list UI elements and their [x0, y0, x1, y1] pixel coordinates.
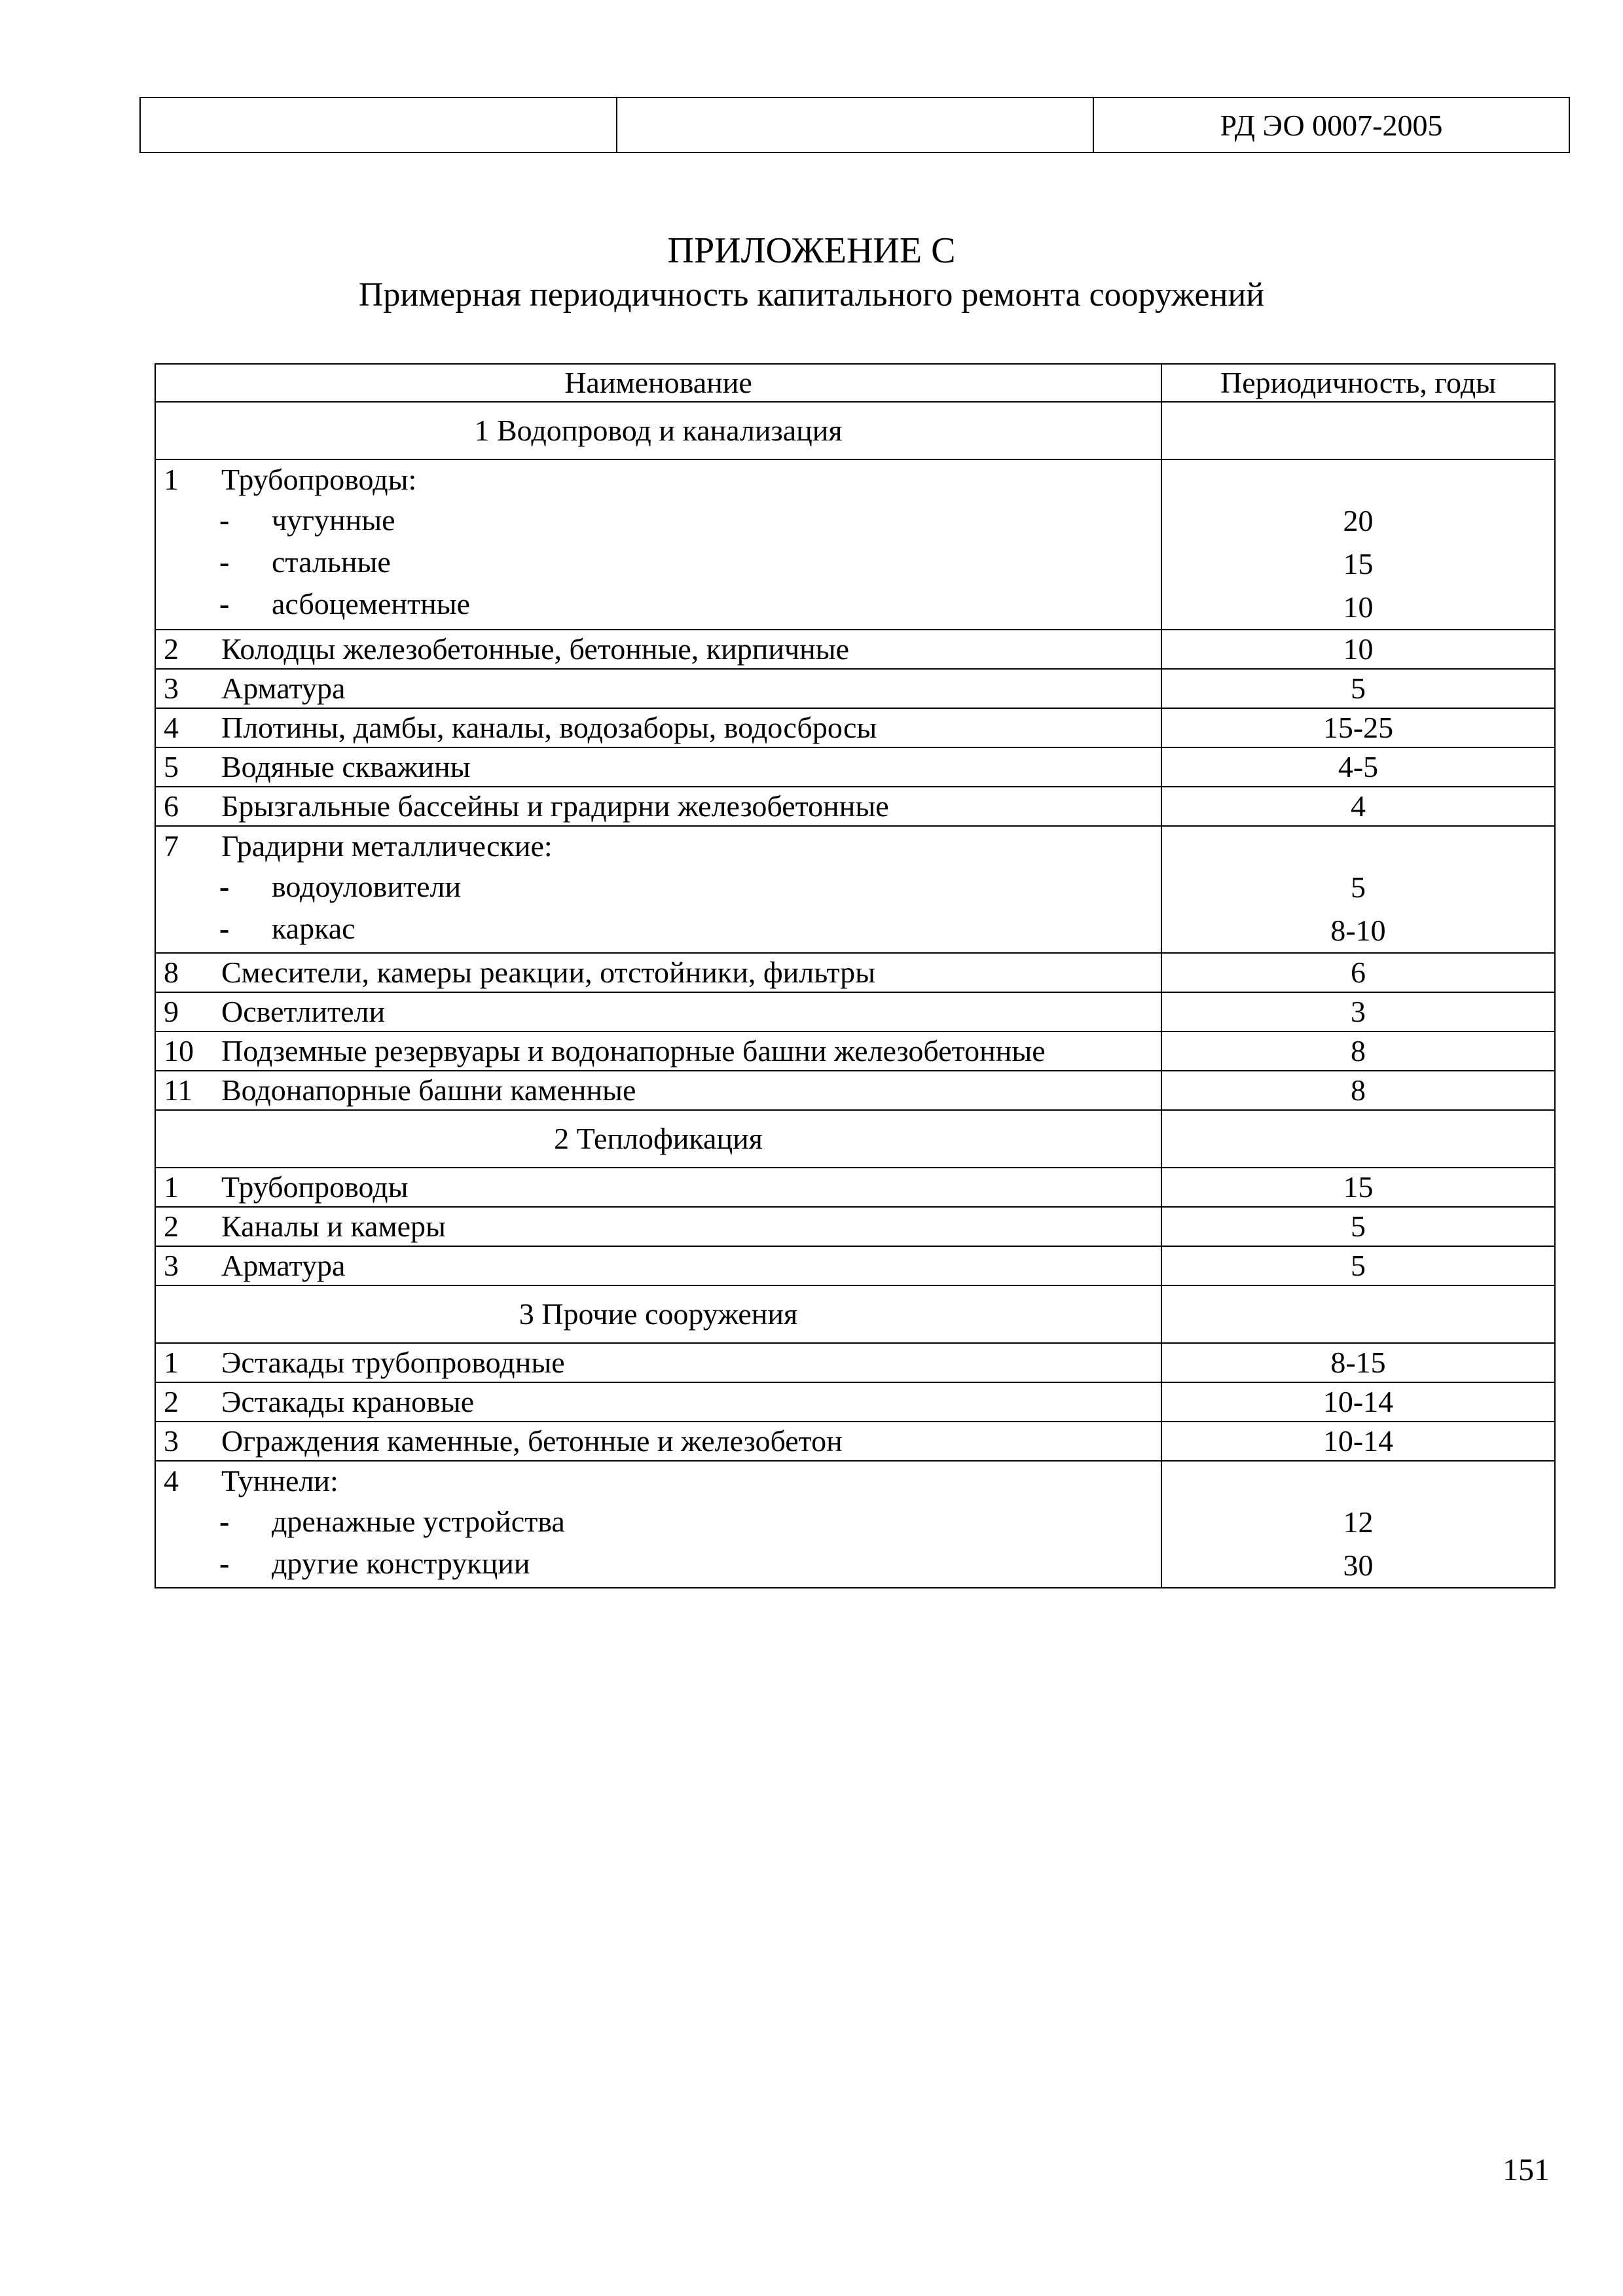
dash-mark: -	[219, 1505, 230, 1538]
doc-code: РД ЭО 0007-2005	[1093, 98, 1569, 152]
row-number: 3	[164, 1249, 179, 1282]
sub-item-name: стальные	[272, 545, 391, 579]
section-title: 1 Водопровод и канализация	[155, 402, 1161, 459]
table-row	[155, 1207, 1555, 1246]
row-name: Плотины, дамбы, каналы, водозаборы, водосбросы	[221, 711, 877, 744]
row-name: Эстакады трубопроводные	[221, 1346, 565, 1379]
row-number: 2	[164, 1210, 179, 1243]
row-value: 5	[1161, 1207, 1555, 1246]
row-value: 10-14	[1161, 1382, 1555, 1422]
sub-item-value: 15	[1343, 547, 1374, 581]
row-line	[156, 788, 1161, 825]
dash-mark: -	[219, 912, 230, 945]
row-name-cell	[155, 747, 1161, 787]
row-line	[156, 1169, 1161, 1206]
sub-item-name: каркас	[272, 912, 356, 945]
section-title: 2 Теплофикация	[155, 1110, 1161, 1168]
appendix-title: ПРИЛОЖЕНИЕ С	[667, 230, 956, 271]
row-name-cell	[155, 1422, 1161, 1461]
row-line	[156, 749, 1161, 785]
row-line	[156, 1247, 1161, 1284]
row-number: 9	[164, 995, 179, 1028]
row-name: Смесители, камеры реакции, отстойники, фильтры	[221, 956, 876, 989]
row-name-cell	[155, 826, 1161, 953]
row-name-cell	[155, 1031, 1161, 1071]
sub-item-value: 20	[1343, 504, 1374, 537]
row-name-cell	[155, 1343, 1161, 1382]
row-name: Ограждения каменные, бетонные и железобетон	[221, 1424, 843, 1458]
column-header-name: Наименование	[155, 364, 1161, 402]
row-value: 8	[1161, 1031, 1555, 1071]
row-value: 3	[1161, 992, 1555, 1031]
row-line	[156, 709, 1161, 746]
row-line	[156, 1344, 1161, 1381]
table-row	[155, 630, 1555, 669]
sub-item-value: 12	[1343, 1505, 1374, 1539]
row-name: Брызгальные бассейны и градирни железобетонные	[221, 789, 889, 823]
table-row	[155, 992, 1555, 1031]
row-number: 1	[164, 1170, 179, 1204]
row-line	[156, 1208, 1161, 1245]
table-row	[155, 708, 1555, 747]
row-value: 4-5	[1161, 747, 1555, 787]
row-value: 5	[1161, 1246, 1555, 1285]
row-line	[156, 1423, 1161, 1460]
row-name-cell	[155, 1071, 1161, 1110]
row-line	[156, 631, 1161, 668]
row-value: 5	[1161, 669, 1555, 708]
row-name-cell	[155, 1382, 1161, 1422]
row-name: Каналы и камеры	[221, 1210, 446, 1243]
section-value-cell	[1161, 1110, 1555, 1168]
row-value-cell	[1161, 826, 1555, 953]
row-name: Градирни металлические:	[221, 829, 553, 863]
table-header-row	[155, 364, 1555, 402]
row-name-cell	[155, 953, 1161, 992]
row-number: 10	[164, 1034, 194, 1067]
row-number: 3	[164, 672, 179, 705]
row-name: Трубопроводы:	[221, 463, 417, 496]
appendix-subtitle: Примерная периодичность капитального ремонта сооружений	[358, 276, 1265, 314]
row-value: 8	[1161, 1071, 1555, 1110]
section-row	[155, 402, 1555, 459]
row-line	[156, 1033, 1161, 1069]
row-name: Трубопроводы	[221, 1170, 409, 1204]
row-number: 7	[164, 829, 179, 863]
row-line	[156, 670, 1161, 707]
table-row	[155, 459, 1555, 630]
row-name: Колодцы железобетонные, бетонные, кирпичные	[221, 632, 850, 666]
row-line	[156, 1384, 1161, 1420]
row-number: 4	[164, 711, 179, 744]
sub-item-name: водоуловители	[272, 870, 462, 903]
section-title: 3 Прочие сооружения	[155, 1285, 1161, 1343]
table-row	[155, 1071, 1555, 1110]
table-row	[155, 1031, 1555, 1071]
row-heading	[156, 827, 1161, 866]
row-number: 1	[164, 1346, 179, 1379]
header-table	[139, 97, 1570, 153]
row-name-cell	[155, 992, 1161, 1031]
dash-mark: -	[219, 545, 230, 579]
row-name: Арматура	[221, 672, 346, 705]
row-number: 2	[164, 632, 179, 666]
row-name: Арматура	[221, 1249, 346, 1282]
row-value-cell	[1161, 1461, 1555, 1588]
row-value: 8-15	[1161, 1343, 1555, 1382]
dash-mark: -	[219, 870, 230, 903]
row-name: Эстакады крановые	[221, 1385, 475, 1418]
column-header-period: Периодичность, годы	[1161, 364, 1555, 402]
row-number: 6	[164, 789, 179, 823]
page-number: 151	[1503, 2153, 1550, 2187]
row-name-cell	[155, 1168, 1161, 1207]
section-row	[155, 1110, 1555, 1168]
row-heading	[156, 1462, 1161, 1501]
row-line	[156, 994, 1161, 1030]
table-row	[155, 747, 1555, 787]
row-name-cell	[155, 669, 1161, 708]
table-row	[155, 1168, 1555, 1207]
sub-item-name: чугунные	[272, 503, 395, 537]
section-row	[155, 1285, 1555, 1343]
row-value: 6	[1161, 953, 1555, 992]
row-name: Подземные резервуары и водонапорные башни железобетонные	[221, 1034, 1046, 1067]
row-name-cell	[155, 1246, 1161, 1285]
table-row	[155, 1422, 1555, 1461]
row-number: 1	[164, 463, 179, 496]
table-row	[155, 787, 1555, 826]
sub-item-name: дренажные устройства	[272, 1505, 565, 1538]
sub-item-value: 10	[1343, 590, 1374, 624]
sub-item-name: асбоцементные	[272, 587, 471, 620]
row-number: 4	[164, 1464, 179, 1498]
row-line	[156, 954, 1161, 991]
dash-mark: -	[219, 587, 230, 620]
row-name-cell	[155, 630, 1161, 669]
row-value: 4	[1161, 787, 1555, 826]
row-value-cell	[1161, 459, 1555, 630]
dash-mark: -	[219, 503, 230, 537]
header-cell-2	[617, 98, 1093, 152]
periodicity-table	[155, 363, 1556, 1588]
sub-values	[1162, 460, 1554, 629]
row-value: 15-25	[1161, 708, 1555, 747]
row-number: 2	[164, 1385, 179, 1418]
row-name: Осветлители	[221, 995, 386, 1028]
sub-values	[1162, 827, 1554, 952]
sub-item	[156, 1501, 1161, 1543]
table-row	[155, 1246, 1555, 1285]
section-value-cell	[1161, 402, 1555, 459]
table-row	[155, 1461, 1555, 1588]
sub-item-value: 30	[1343, 1549, 1374, 1582]
row-name-cell	[155, 787, 1161, 826]
sub-item	[156, 541, 1161, 583]
row-name: Туннели:	[221, 1464, 338, 1498]
row-number: 11	[164, 1073, 193, 1107]
table-row	[155, 1382, 1555, 1422]
sub-item	[156, 1543, 1161, 1585]
row-name-cell	[155, 708, 1161, 747]
sub-item	[156, 583, 1161, 625]
sub-item	[156, 866, 1161, 908]
row-number: 3	[164, 1424, 179, 1458]
row-value: 15	[1161, 1168, 1555, 1207]
row-name: Водонапорные башни каменные	[221, 1073, 636, 1107]
row-heading	[156, 460, 1161, 499]
row-number: 5	[164, 750, 179, 783]
header-cell-1	[140, 98, 617, 152]
sub-values	[1162, 1462, 1554, 1587]
row-name: Водяные скважины	[221, 750, 471, 783]
dash-mark: -	[219, 1547, 230, 1580]
table-row	[155, 953, 1555, 992]
section-value-cell	[1161, 1285, 1555, 1343]
sub-item-value: 5	[1351, 870, 1366, 904]
row-name-cell	[155, 459, 1161, 630]
row-value: 10-14	[1161, 1422, 1555, 1461]
table-row	[155, 826, 1555, 953]
row-number: 8	[164, 956, 179, 989]
row-value: 10	[1161, 630, 1555, 669]
row-name-cell	[155, 1461, 1161, 1588]
sub-item	[156, 499, 1161, 541]
table-row	[155, 1343, 1555, 1382]
row-line	[156, 1072, 1161, 1109]
sub-item-value: 8-10	[1330, 914, 1386, 947]
table-row	[155, 669, 1555, 708]
sub-item	[156, 908, 1161, 950]
sub-item-name: другие конструкции	[272, 1547, 530, 1580]
row-name-cell	[155, 1207, 1161, 1246]
